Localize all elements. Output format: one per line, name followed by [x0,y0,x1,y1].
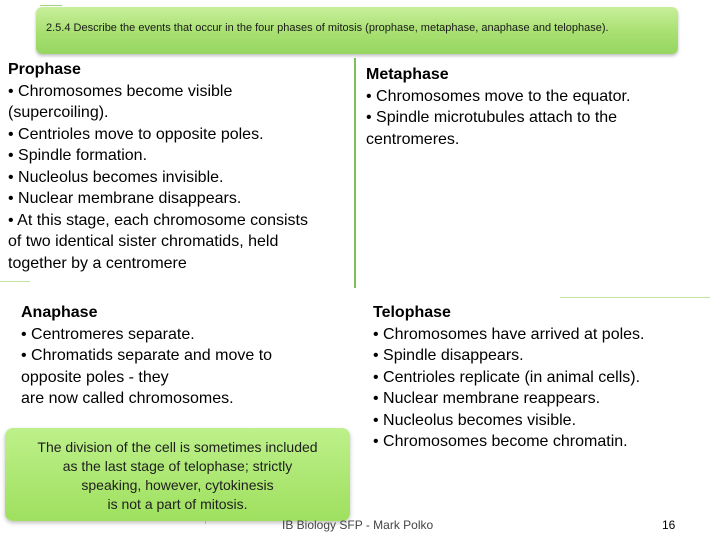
divider-horizontal-right [560,297,710,298]
prophase-title: Prophase [8,61,81,78]
prophase-line: • Nuclear membrane disappears. [8,190,242,207]
telophase-line: • Nuclear membrane reappears. [373,390,601,407]
footer-author: IB Biology SFP - Mark Polko [282,518,434,532]
note-line: The division of the cell is sometimes included [37,439,318,455]
note-line: speaking, however, cytokinesis [81,477,274,493]
cytokinesis-note-box [5,428,350,521]
metaphase-line: • Spindle microtubules attach to the [366,109,618,126]
note-line: as the last stage of telophase; strictly [62,458,293,474]
telophase-line: • Centrioles replicate (in animal cells). [373,368,641,386]
prophase-line: • Centrioles move to opposite poles. [8,125,264,143]
anaphase-line: • Centromeres separate. [21,325,195,343]
note-line: is not a part of mitosis. [107,496,248,512]
prophase-line: (supercoiling). [8,104,109,121]
prophase-section [8,59,308,274]
telophase-line: • Spindle disappears. [373,347,524,364]
slide-title: 2.5.4 Describe the events that occur in the four phases of mitosis (prophase, metaphase, anaphase and telophase). [46,22,609,34]
metaphase-title: Metaphase [366,66,449,83]
telophase-line: • Chromosomes become chromatin. [373,433,628,450]
anaphase-section [21,302,272,410]
telophase-section [373,302,645,453]
telophase-title: Telophase [373,304,451,321]
prophase-line: • Spindle formation. [8,147,148,164]
anaphase-line: are now called chromosomes. [21,390,234,407]
telophase-line: • Nucleolus becomes visible. [373,411,577,429]
header-banner [36,7,678,54]
anaphase-line: opposite poles - they [21,368,169,386]
page-number: 16 [662,518,676,532]
anaphase-title: Anaphase [21,304,98,321]
prophase-line: • At this stage, each chromosome consists [8,211,308,229]
prophase-line: • Nucleolus becomes invisible. [8,168,224,186]
metaphase-section [366,64,630,150]
divider-horizontal-left [0,281,30,282]
header-accent-line [40,5,62,6]
telophase-line: • Chromosomes have arrived at poles. [373,325,645,343]
prophase-line: • Chromosomes become visible [8,82,233,100]
prophase-line: together by a centromere [8,254,187,272]
metaphase-line: • Chromosomes move to the equator. [366,87,631,105]
divider-vertical-top [354,58,356,288]
anaphase-line: • Chromatids separate and move to [21,347,273,364]
metaphase-line: centromeres. [366,130,460,148]
cytokinesis-note-text [5,438,350,514]
prophase-line: of two identical sister chromatids, held [8,233,279,250]
